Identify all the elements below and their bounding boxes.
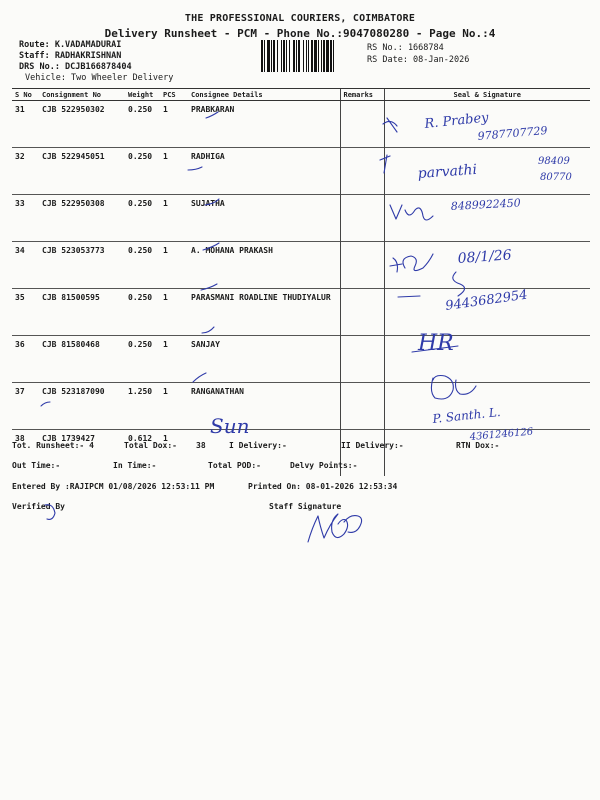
cell-weight: 0.250 (128, 152, 153, 161)
cell-pcs: 1 (163, 246, 168, 255)
tick-mark (201, 284, 217, 290)
signature-mark (398, 296, 420, 297)
cell-weight: 1.250 (128, 387, 153, 396)
cell-consignee: PRABKARAN (191, 105, 235, 114)
cell-pcs: 1 (163, 340, 168, 349)
cell-consignment: CJB 522945051 (42, 152, 105, 161)
cell-consignment: CJB 81580468 (42, 340, 100, 349)
tick-mark (202, 327, 214, 333)
cell-weight: 0.250 (128, 293, 153, 302)
cell-pcs: 1 (163, 105, 168, 114)
signature-mark (390, 254, 433, 272)
signature-mark (383, 118, 397, 132)
tick-mark (193, 373, 206, 382)
cell-pcs: 1 (163, 199, 168, 208)
cell-sno: 32 (15, 152, 25, 161)
route-label: Route: K.VADAMADURAI (19, 40, 122, 50)
cell-sno: 35 (15, 293, 25, 302)
vehicle-label: Vehicle: Two Wheeler Delivery (25, 73, 174, 83)
tick-mark (41, 402, 50, 406)
delivery-date: 08/1/26 (457, 247, 513, 267)
cell-weight: 0.250 (128, 340, 153, 349)
out-time-label: Out Time:- (12, 461, 61, 470)
cell-sno: 38 (15, 434, 25, 443)
signature-mark (380, 155, 390, 173)
verified-scribble (45, 505, 55, 520)
signature-initials: HR (418, 331, 454, 356)
cell-consignment: CJB 523053773 (42, 246, 105, 255)
cell-weight: 0.250 (128, 246, 153, 255)
cell-sno: 31 (15, 105, 25, 114)
printed-on: Printed On: 08-01-2026 12:53:34 (248, 482, 398, 491)
staff-signature-label: Staff Signature (269, 502, 342, 511)
rs-date: RS Date: 08-Jan-2026 (367, 55, 470, 65)
phone-number: 9787707729 (477, 123, 548, 143)
cell-weight: 0.612 (128, 434, 153, 443)
cell-consignee: A. MOHANA PRAKASH (191, 246, 273, 255)
col-header-weight: Weight (125, 89, 160, 101)
signature-name: P. Santh. L. (431, 404, 502, 426)
cell-consignee: SANJAY (191, 340, 220, 349)
company-title: THE PROFESSIONAL COURIERS, COIMBATORE (184, 13, 416, 24)
delvy-points-label: Delvy Points:- (290, 461, 358, 470)
cell-sno: 34 (15, 246, 25, 255)
total-pod-label: Total POD:- (208, 461, 261, 470)
i-delivery-label: I Delivery:- (229, 441, 287, 450)
cell-consignee: RANGANATHAN (191, 387, 244, 396)
cell-consignee: RADHIGA (191, 152, 225, 161)
staff-signature-mark (308, 514, 362, 542)
total-dox-value: 38 (196, 441, 206, 450)
cell-consignment: CJB 1739427 (42, 434, 95, 443)
runsheet-subtitle: Delivery Runsheet - PCM - Phone No.:9047080280 - Page No.:4 (104, 27, 496, 40)
total-dox-label: Total Dox:- (124, 441, 177, 450)
staff-label: Staff: RADHAKRISHNAN (19, 51, 122, 61)
entered-by: Entered By :RAJIPCM 01/08/2026 12:53:11 PM (12, 482, 215, 491)
tick-mark (206, 112, 218, 118)
cell-consignee: SUJATHA (191, 199, 225, 208)
cell-consignee: PARASMANI ROADLINE THUDIYALUR (191, 293, 331, 302)
signature-name: parvathi (417, 161, 478, 182)
phone-number: 8489922450 (450, 196, 522, 213)
phone-number: 80770 (540, 172, 572, 183)
tick-mark (205, 199, 219, 205)
col-header-remarks: Remarks (340, 89, 384, 101)
tot-runsheet: Tot. Runsheet:- 4 (12, 441, 94, 450)
col-header-pcs: PCS (160, 89, 188, 101)
in-time-label: In Time:- (113, 461, 157, 470)
col-header-consignment: Consignment No (39, 89, 125, 101)
cell-sno: 37 (15, 387, 25, 396)
cell-pcs: 1 (163, 387, 168, 396)
signature-mark (390, 205, 433, 220)
verified-by-label: Verified By (12, 502, 65, 511)
ii-delivery-label: II Delivery:- (341, 441, 404, 450)
cell-weight: 0.250 (128, 105, 153, 114)
phone-number: 4361246126 (469, 426, 534, 443)
signature-mark (453, 272, 465, 296)
cell-weight: 0.250 (128, 199, 153, 208)
drs-number: DRS No.: DCJB166878404 (19, 62, 132, 72)
phone-number: 9443682954 (444, 287, 529, 314)
cell-consignment: CJB 522950302 (42, 105, 105, 114)
cell-sno: 33 (15, 199, 25, 208)
rtn-dox-label: RTN Dox:- (456, 441, 500, 450)
cell-consignment: CJB 81500595 (42, 293, 100, 302)
cell-pcs: 1 (163, 434, 168, 443)
rs-number: RS No.: 1668784 (367, 43, 444, 53)
phone-number: 98409 (538, 156, 570, 167)
cell-sno: 36 (15, 340, 25, 349)
cell-pcs: 1 (163, 293, 168, 302)
receiver-name: Sun (210, 414, 250, 438)
tick-mark (203, 243, 219, 250)
cell-consignment: CJB 522950308 (42, 199, 105, 208)
signature-name: R. Prabey (423, 110, 490, 132)
col-header-sno: S No (12, 89, 39, 101)
tick-mark (188, 167, 202, 170)
col-header-consignee: Consignee Details (188, 89, 340, 101)
col-header-seal: Seal & Signature (384, 89, 590, 101)
cell-pcs: 1 (163, 152, 168, 161)
signature-mark (431, 376, 476, 400)
cell-consignment: CJB 523187090 (42, 387, 105, 396)
